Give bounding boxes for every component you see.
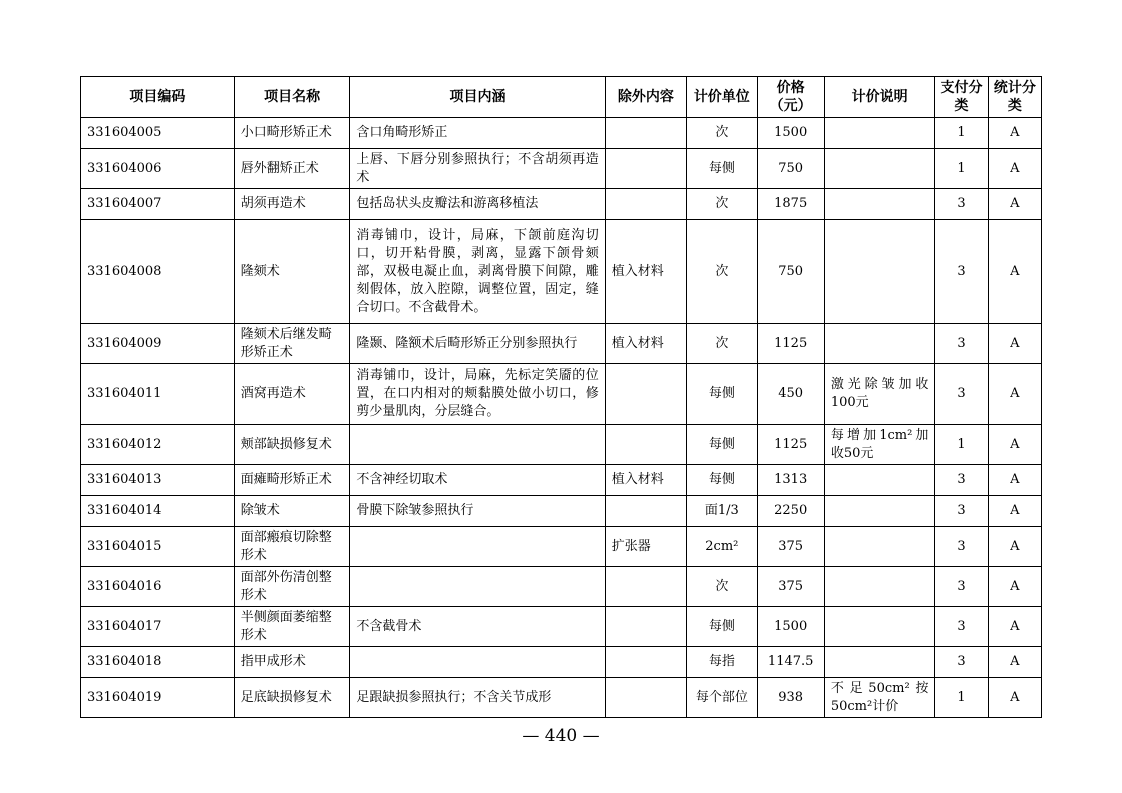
cell-payment-category: 3 <box>935 465 988 496</box>
table-row <box>81 118 1042 149</box>
cell-excluded: 扩张器 <box>605 527 686 567</box>
cell-excluded: 植入材料 <box>605 220 686 324</box>
cell-payment-category: 3 <box>935 527 988 567</box>
cell-content: 含口角畸形矫正 <box>350 118 605 149</box>
table-row <box>81 425 1042 465</box>
cell-excluded <box>605 189 686 220</box>
cell-payment-category: 1 <box>935 118 988 149</box>
cell-content <box>350 527 605 567</box>
page-number: — 440 — <box>522 726 600 746</box>
cell-price: 1125 <box>757 324 824 364</box>
cell-code: 331604006 <box>81 149 235 189</box>
cell-pricing-note <box>824 149 935 189</box>
cell-payment-category: 1 <box>935 678 988 718</box>
cell-excluded <box>605 647 686 678</box>
cell-price: 938 <box>757 678 824 718</box>
cell-pricing-note: 不足50cm²按50cm²计价 <box>824 678 935 718</box>
table-row <box>81 527 1042 567</box>
cell-unit: 面1/3 <box>687 496 757 527</box>
cell-unit: 每侧 <box>687 149 757 189</box>
table-row <box>81 496 1042 527</box>
cell-excluded <box>605 567 686 607</box>
cell-pricing-note <box>824 496 935 527</box>
cell-payment-category: 3 <box>935 364 988 425</box>
table-row <box>81 189 1042 220</box>
cell-code: 331604008 <box>81 220 235 324</box>
cell-price: 1500 <box>757 118 824 149</box>
cell-code: 331604016 <box>81 567 235 607</box>
cell-excluded <box>605 425 686 465</box>
cell-code: 331604005 <box>81 118 235 149</box>
header-excluded: 除外内容 <box>605 77 686 118</box>
cell-stat-category: A <box>988 496 1041 527</box>
cell-code: 331604012 <box>81 425 235 465</box>
header-price: 价格（元） <box>757 77 824 118</box>
cell-code: 331604013 <box>81 465 235 496</box>
cell-excluded <box>605 607 686 647</box>
header-content: 项目内涵 <box>350 77 605 118</box>
cell-stat-category: A <box>988 149 1041 189</box>
cell-payment-category: 3 <box>935 607 988 647</box>
cell-code: 331604009 <box>81 324 235 364</box>
cell-content: 隆颞、隆额术后畸形矫正分别参照执行 <box>350 324 605 364</box>
cell-content: 骨膜下除皱参照执行 <box>350 496 605 527</box>
cell-price: 750 <box>757 149 824 189</box>
cell-stat-category: A <box>988 567 1041 607</box>
cell-name: 胡须再造术 <box>234 189 350 220</box>
cell-price: 375 <box>757 527 824 567</box>
cell-name: 面部瘢痕切除整形术 <box>234 527 350 567</box>
cell-unit: 次 <box>687 567 757 607</box>
cell-unit: 次 <box>687 324 757 364</box>
cell-pricing-note: 每增加1cm²加收50元 <box>824 425 935 465</box>
table-row <box>81 324 1042 364</box>
cell-stat-category: A <box>988 678 1041 718</box>
cell-name: 除皱术 <box>234 496 350 527</box>
cell-excluded <box>605 496 686 527</box>
cell-code: 331604017 <box>81 607 235 647</box>
cell-payment-category: 3 <box>935 567 988 607</box>
cell-price: 1147.5 <box>757 647 824 678</box>
cell-stat-category: A <box>988 324 1041 364</box>
cell-stat-category: A <box>988 189 1041 220</box>
cell-stat-category: A <box>988 465 1041 496</box>
cell-unit: 次 <box>687 220 757 324</box>
cell-name: 唇外翻矫正术 <box>234 149 350 189</box>
cell-price: 450 <box>757 364 824 425</box>
cell-pricing-note <box>824 118 935 149</box>
cell-stat-category: A <box>988 220 1041 324</box>
cell-stat-category: A <box>988 425 1041 465</box>
table-row <box>81 220 1042 324</box>
cell-price: 1313 <box>757 465 824 496</box>
cell-excluded <box>605 678 686 718</box>
cell-excluded: 植入材料 <box>605 465 686 496</box>
table-body <box>81 118 1042 718</box>
cell-content: 消毒铺巾，设计，局麻，下颌前庭沟切口，切开粘骨膜，剥离，显露下颌骨颏部，双极电凝止血，剥离骨膜下间隙，雕刻假体，放入腔隙，调整位置，固定，缝合切口。不含截骨术。 <box>350 220 605 324</box>
cell-stat-category: A <box>988 607 1041 647</box>
cell-price: 375 <box>757 567 824 607</box>
cell-name: 半侧颜面萎缩整形术 <box>234 607 350 647</box>
table-row <box>81 647 1042 678</box>
cell-stat-category: A <box>988 364 1041 425</box>
cell-price: 750 <box>757 220 824 324</box>
cell-payment-category: 3 <box>935 189 988 220</box>
cell-payment-category: 1 <box>935 425 988 465</box>
cell-excluded <box>605 118 686 149</box>
cell-unit: 2cm² <box>687 527 757 567</box>
cell-content: 足跟缺损参照执行；不含关节成形 <box>350 678 605 718</box>
cell-content: 上唇、下唇分别参照执行；不含胡须再造术 <box>350 149 605 189</box>
cell-stat-category: A <box>988 527 1041 567</box>
cell-code: 331604019 <box>81 678 235 718</box>
cell-content <box>350 425 605 465</box>
cell-content: 消毒铺巾，设计，局麻，先标定笑靥的位置，在口内相对的颊黏膜处做小切口，修剪少量肌肉，分层缝合。 <box>350 364 605 425</box>
price-table <box>80 76 1042 718</box>
cell-unit: 每指 <box>687 647 757 678</box>
table-row <box>81 465 1042 496</box>
cell-name: 指甲成形术 <box>234 647 350 678</box>
cell-price: 1500 <box>757 607 824 647</box>
cell-pricing-note <box>824 189 935 220</box>
cell-name: 面瘫畸形矫正术 <box>234 465 350 496</box>
table-row <box>81 607 1042 647</box>
cell-pricing-note <box>824 324 935 364</box>
cell-pricing-note <box>824 567 935 607</box>
cell-code: 331604011 <box>81 364 235 425</box>
cell-excluded <box>605 149 686 189</box>
cell-payment-category: 3 <box>935 496 988 527</box>
cell-price: 2250 <box>757 496 824 527</box>
cell-content: 不含截骨术 <box>350 607 605 647</box>
cell-price: 1875 <box>757 189 824 220</box>
cell-name: 颊部缺损修复术 <box>234 425 350 465</box>
cell-unit: 每侧 <box>687 364 757 425</box>
cell-payment-category: 3 <box>935 647 988 678</box>
header-stat-category: 统计分类 <box>988 77 1041 118</box>
cell-code: 331604014 <box>81 496 235 527</box>
cell-pricing-note <box>824 465 935 496</box>
header-payment-category: 支付分类 <box>935 77 988 118</box>
cell-code: 331604007 <box>81 189 235 220</box>
cell-name: 足底缺损修复术 <box>234 678 350 718</box>
cell-pricing-note <box>824 647 935 678</box>
cell-content <box>350 567 605 607</box>
cell-name: 酒窝再造术 <box>234 364 350 425</box>
cell-stat-category: A <box>988 118 1041 149</box>
cell-payment-category: 3 <box>935 324 988 364</box>
cell-content <box>350 647 605 678</box>
cell-excluded: 植入材料 <box>605 324 686 364</box>
cell-name: 面部外伤清创整形术 <box>234 567 350 607</box>
cell-content: 不含神经切取术 <box>350 465 605 496</box>
cell-pricing-note: 激光除皱加收100元 <box>824 364 935 425</box>
cell-excluded <box>605 364 686 425</box>
cell-unit: 每侧 <box>687 465 757 496</box>
cell-name: 小口畸形矫正术 <box>234 118 350 149</box>
cell-payment-category: 1 <box>935 149 988 189</box>
table-row <box>81 364 1042 425</box>
header-pricing-note: 计价说明 <box>824 77 935 118</box>
header-unit: 计价单位 <box>687 77 757 118</box>
cell-payment-category: 3 <box>935 220 988 324</box>
cell-unit: 每侧 <box>687 607 757 647</box>
cell-pricing-note <box>824 607 935 647</box>
cell-unit: 每侧 <box>687 425 757 465</box>
cell-stat-category: A <box>988 647 1041 678</box>
cell-code: 331604018 <box>81 647 235 678</box>
cell-unit: 次 <box>687 189 757 220</box>
cell-unit: 每个部位 <box>687 678 757 718</box>
table-header-row <box>81 77 1042 118</box>
cell-pricing-note <box>824 220 935 324</box>
cell-content: 包括岛状头皮瓣法和游离移植法 <box>350 189 605 220</box>
header-name: 项目名称 <box>234 77 350 118</box>
cell-code: 331604015 <box>81 527 235 567</box>
cell-unit: 次 <box>687 118 757 149</box>
cell-name: 隆颏术后继发畸形矫正术 <box>234 324 350 364</box>
cell-pricing-note <box>824 527 935 567</box>
table-row <box>81 567 1042 607</box>
cell-name: 隆颏术 <box>234 220 350 324</box>
table-row <box>81 149 1042 189</box>
header-code: 项目编码 <box>81 77 235 118</box>
table-row <box>81 678 1042 718</box>
cell-price: 1125 <box>757 425 824 465</box>
